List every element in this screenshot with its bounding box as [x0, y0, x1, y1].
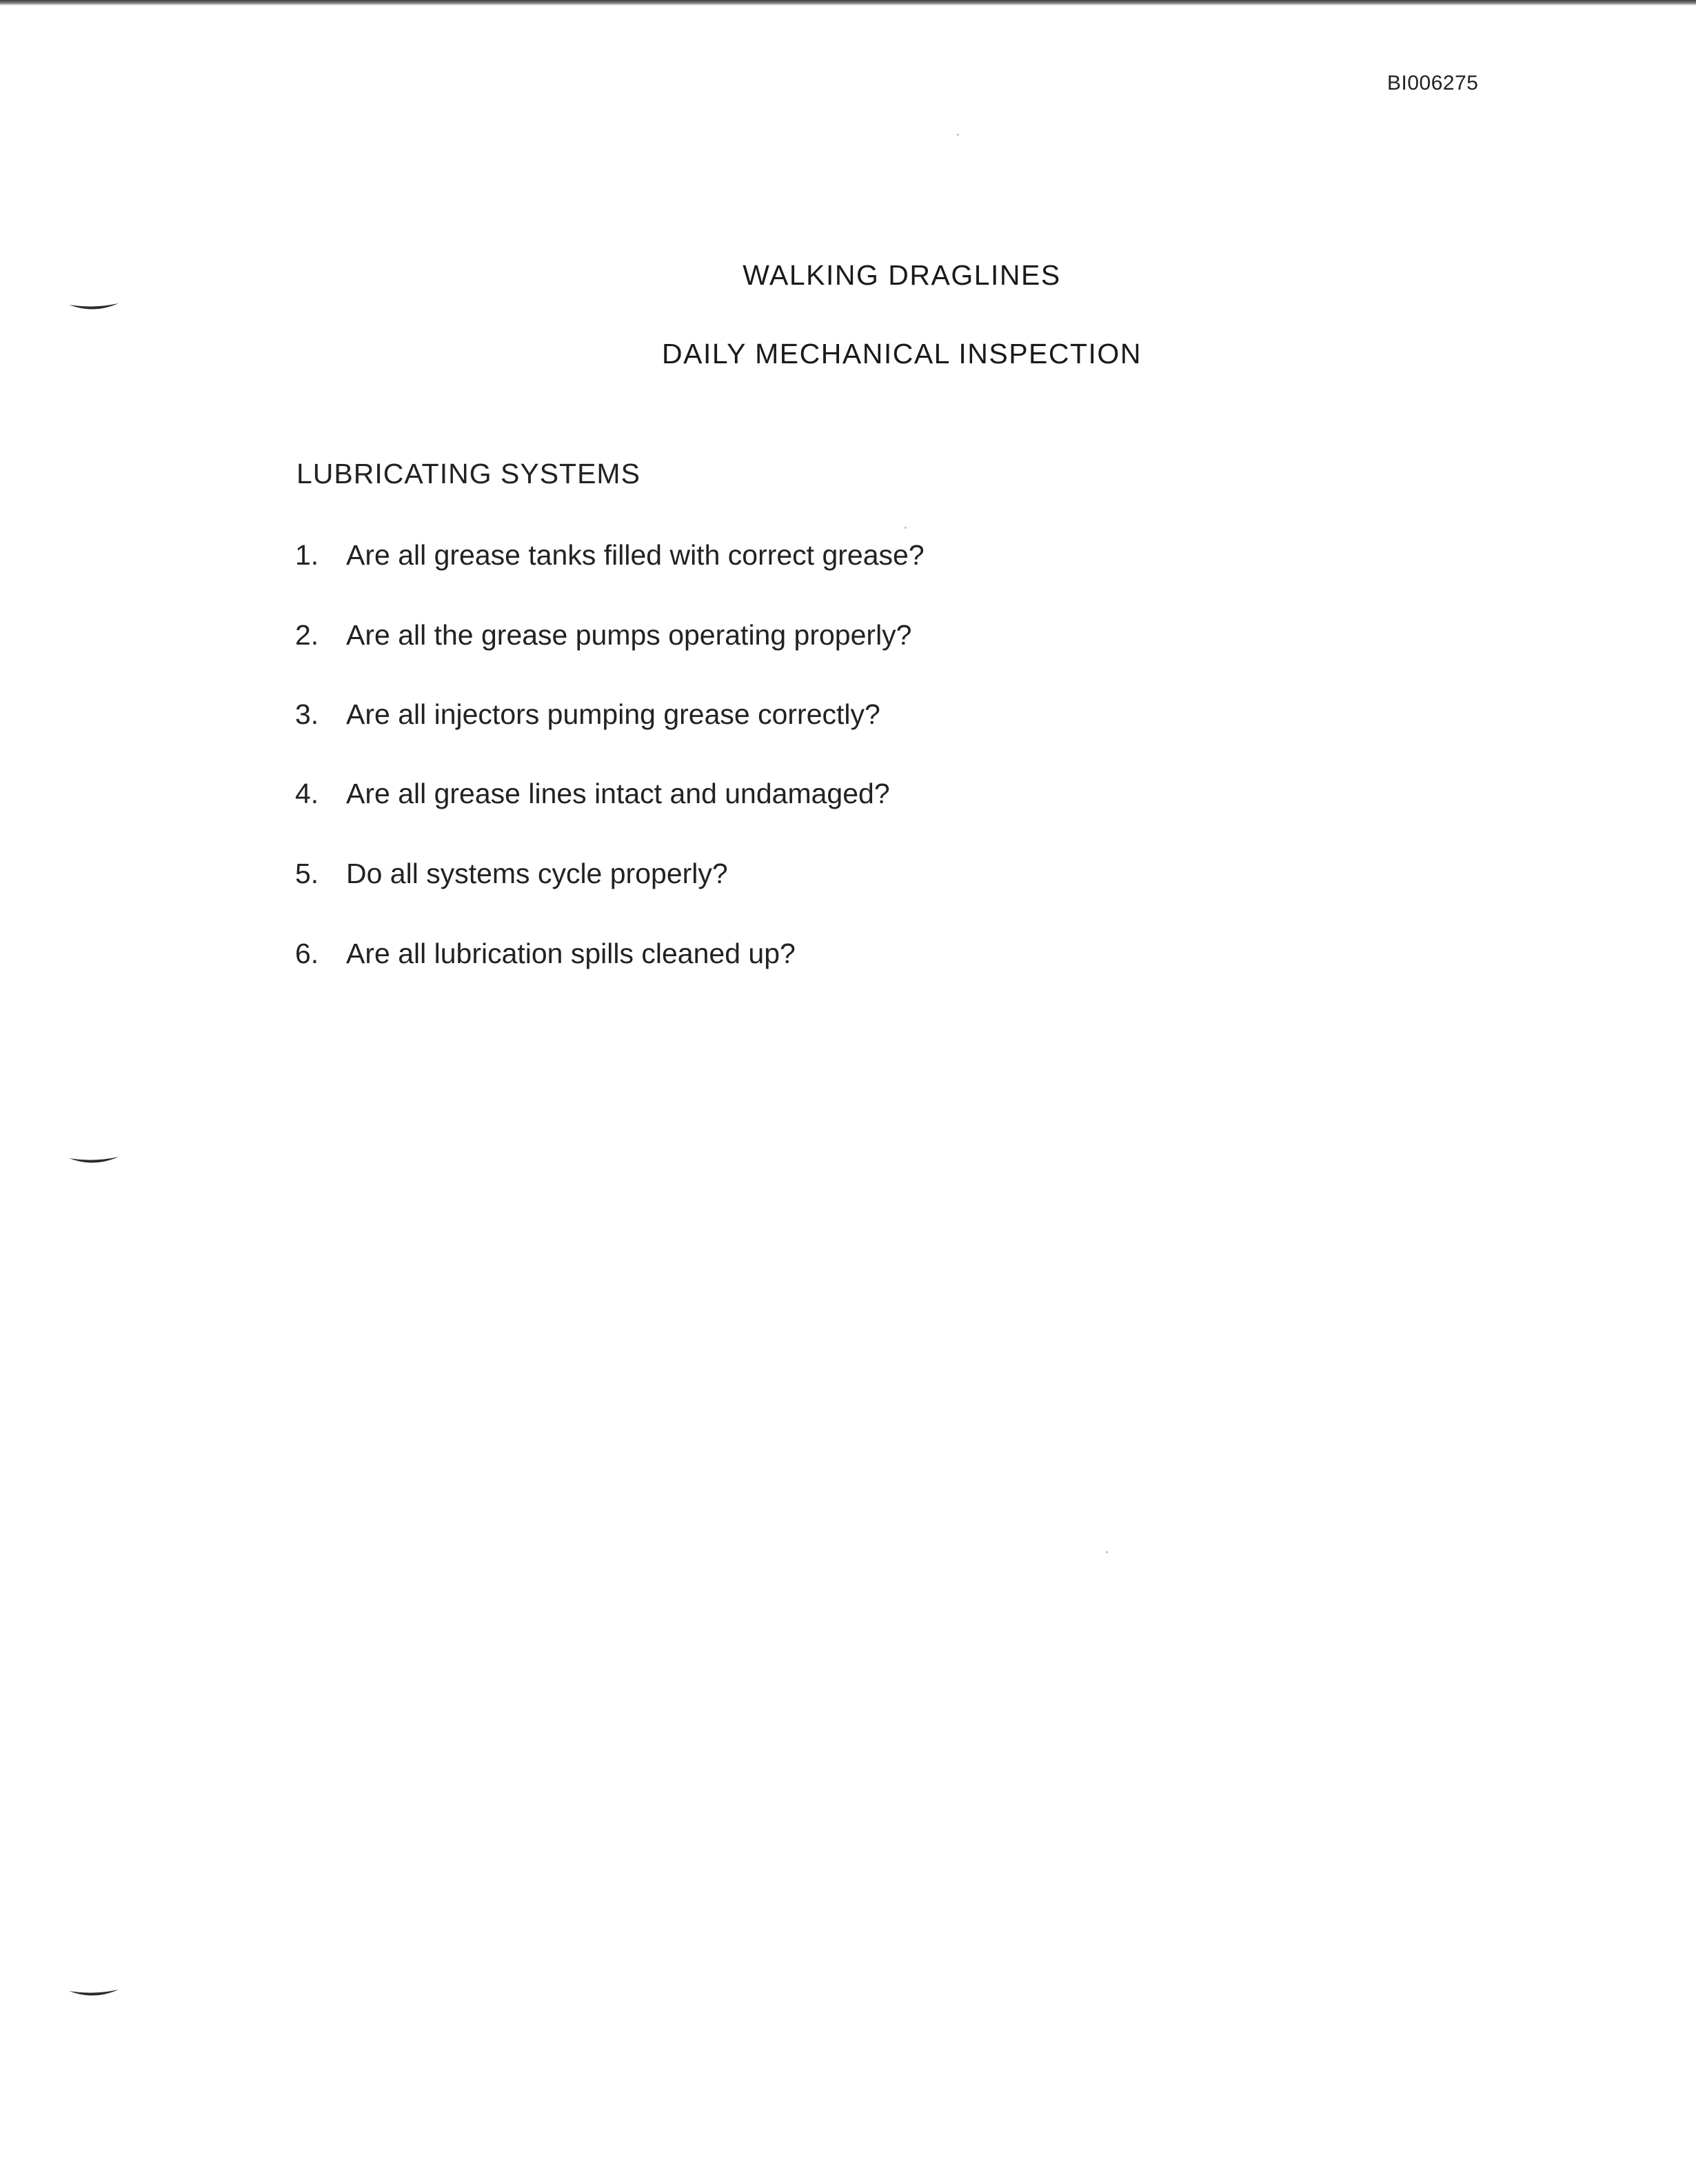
list-item — [295, 858, 728, 890]
document-id: BI006275 — [1387, 72, 1479, 94]
scan-top-edge — [0, 0, 1696, 6]
scan-speck — [905, 527, 907, 529]
list-item-text: Are all injectors pumping grease correctly? — [346, 698, 880, 730]
list-item — [295, 619, 911, 651]
punch-hole-mark — [69, 1157, 119, 1166]
list-item-text: Are all grease tanks filled with correct grease? — [346, 539, 925, 571]
list-item-text: Do all systems cycle properly? — [346, 858, 728, 889]
list-item-text: Are all the grease pumps operating properly? — [346, 619, 912, 651]
list-item-number: 6. — [295, 938, 319, 969]
punch-hole-mark — [69, 303, 119, 313]
list-item-number: 1. — [295, 539, 319, 571]
section-heading: LUBRICATING SYSTEMS — [296, 458, 640, 489]
document-title: WALKING DRAGLINES — [743, 259, 1061, 291]
list-item-text: Are all lubrication spills cleaned up? — [346, 938, 796, 969]
list-item-number: 4. — [295, 778, 319, 809]
punch-hole-mark — [69, 1990, 119, 1999]
list-item-text: Are all grease lines intact and undamaged? — [346, 778, 890, 809]
list-item — [295, 938, 796, 970]
list-item — [295, 698, 880, 731]
scan-speck — [957, 134, 959, 136]
list-item — [295, 539, 925, 572]
list-item-number: 2. — [295, 619, 319, 651]
list-item — [295, 778, 890, 810]
list-item-number: 5. — [295, 858, 319, 889]
list-item-number: 3. — [295, 698, 319, 730]
scan-speck — [1106, 1551, 1108, 1553]
document-subtitle: DAILY MECHANICAL INSPECTION — [662, 338, 1142, 370]
